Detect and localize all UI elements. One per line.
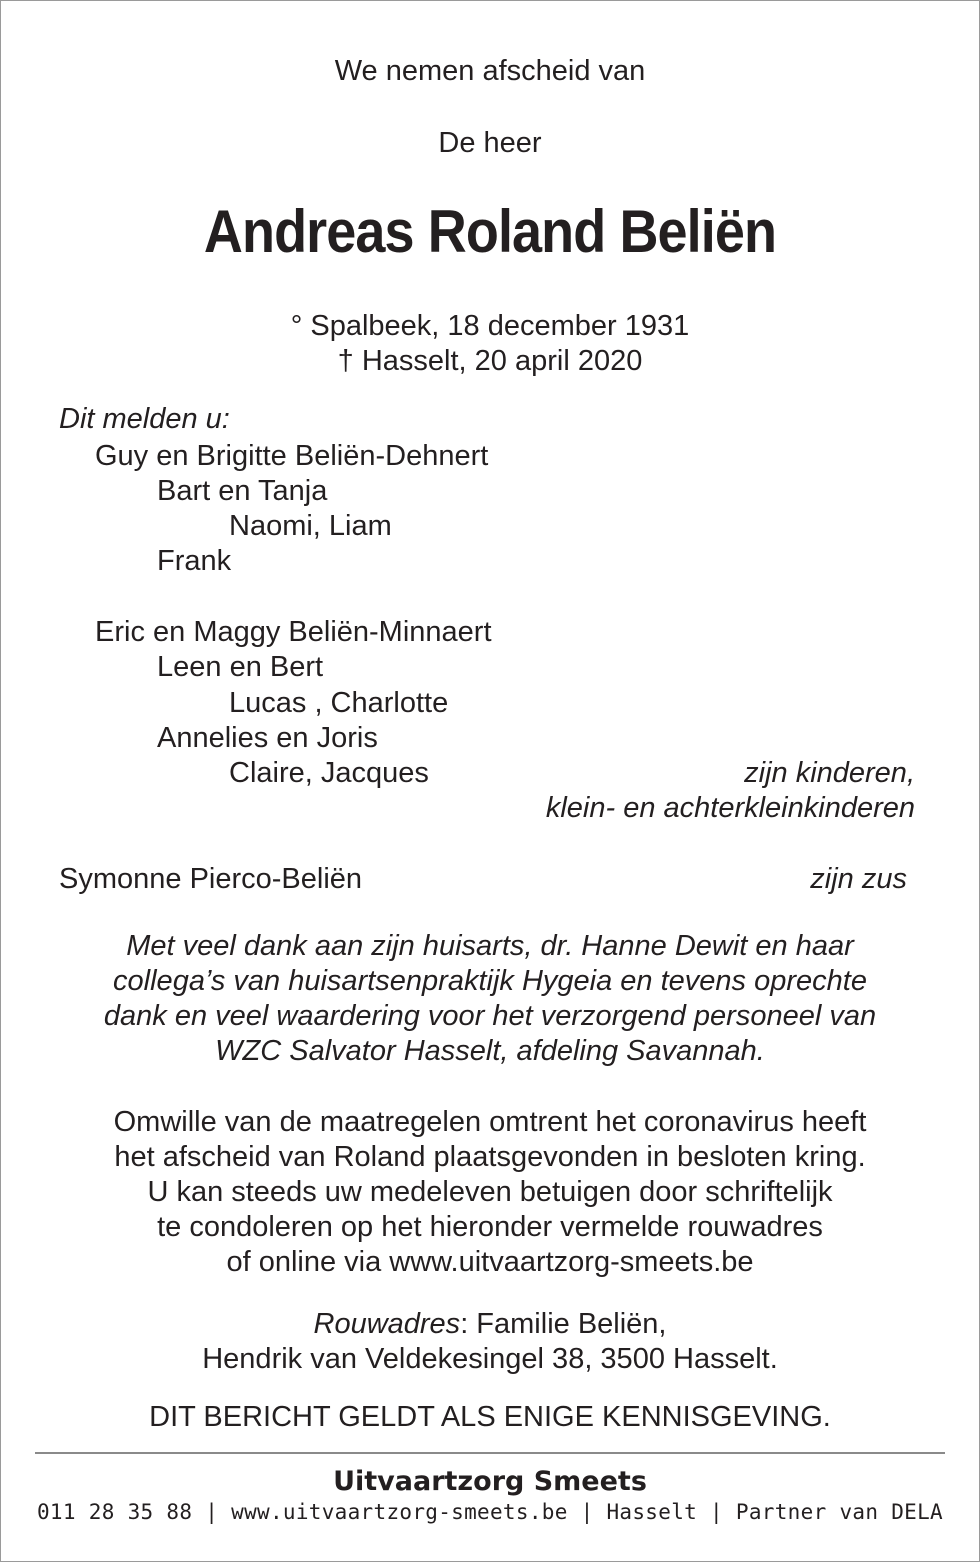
thanks-line: WZC Salvator Hasselt, afdeling Savannah. <box>215 1035 765 1067</box>
salutation: De heer <box>438 127 542 159</box>
notice-line: of online via www.uitvaartzorg-smeets.be <box>226 1246 754 1278</box>
address-line-2: Hendrik van Veldekesingel 38, 3500 Hasselt. <box>202 1343 778 1375</box>
funeral-home-info: 011 28 35 88 | www.uitvaartzorg-smeets.be | Hasselt | Partner van DELA <box>36 1500 943 1524</box>
relation-grandchildren: klein- en achterkleinkinderen <box>545 792 915 824</box>
notice-line: het afscheid van Roland plaatsgevonden in besloten kring. <box>114 1141 866 1173</box>
address-label: Rouwadres <box>313 1308 461 1340</box>
relation-children: zijn kinderen, <box>744 757 915 789</box>
address-line-1 <box>0 1307 980 1342</box>
family-child: Annelies en Joris <box>157 722 378 754</box>
family-couple: Guy en Brigitte Beliën-Dehnert <box>95 440 489 472</box>
thanks-line: Met veel dank aan zijn huisarts, dr. Hanne Dewit en haar <box>126 930 854 962</box>
thanks-line: dank en veel waardering voor het verzorgend personeel van <box>103 1000 877 1032</box>
birth-line: ° Spalbeek, 18 december 1931 <box>290 310 690 342</box>
thanks-line: collega’s van huisartsenpraktijk Hygeia en tevens oprechte <box>113 965 867 997</box>
family-child: Bart en Tanja <box>157 475 328 507</box>
family-child: Leen en Bert <box>157 651 324 683</box>
closing-statement: DIT BERICHT GELDT ALS ENIGE KENNISGEVING. <box>149 1401 831 1433</box>
address-family: : Familie Beliën, <box>460 1308 667 1340</box>
deceased-name: Andreas Roland Beliën <box>203 198 777 265</box>
funeral-home-name: Uitvaartzorg Smeets <box>333 1466 647 1497</box>
family-grandchildren: Naomi, Liam <box>229 510 392 542</box>
family-child: Frank <box>157 545 232 577</box>
family-grandchildren: Claire, Jacques <box>229 757 429 789</box>
family-couple: Eric en Maggy Beliën-Minnaert <box>95 616 492 648</box>
notice-line: U kan steeds uw medeleven betuigen door schriftelijk <box>147 1176 833 1208</box>
family-grandchildren: Lucas , Charlotte <box>229 687 449 719</box>
death-line: † Hasselt, 20 april 2020 <box>337 345 643 377</box>
sister-name: Symonne Pierco-Beliën <box>59 863 363 895</box>
announcers-label: Dit melden u: <box>59 403 230 435</box>
notice-line: te condoleren op het hieronder vermelde rouwadres <box>157 1211 823 1243</box>
intro-text: We nemen afscheid van <box>334 55 646 87</box>
footer-divider <box>35 1452 945 1454</box>
notice-line: Omwille van de maatregelen omtrent het coronavirus heeft <box>113 1106 867 1138</box>
relation-sister: zijn zus <box>810 863 907 895</box>
